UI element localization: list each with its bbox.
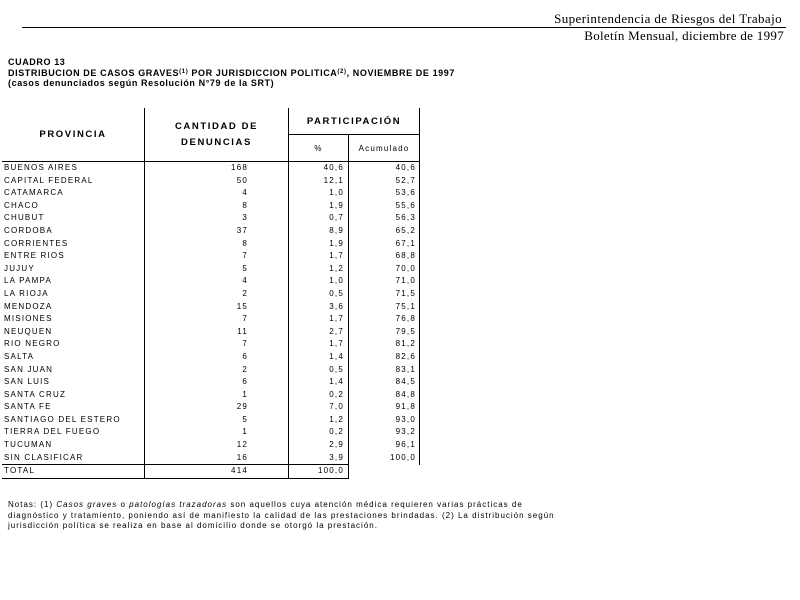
- cell-acumulado: 52,7: [349, 175, 420, 188]
- cell-provincia: CORDOBA: [2, 225, 145, 238]
- cell-acumulado: 83,1: [349, 364, 420, 377]
- cell-pct: 1,9: [289, 200, 349, 213]
- total-label: TOTAL: [2, 465, 145, 479]
- cell-acumulado: 67,1: [349, 238, 420, 251]
- cell-provincia: JUJUY: [2, 263, 145, 276]
- cell-cantidad: 29: [145, 401, 289, 414]
- cell-provincia: SANTA CRUZ: [2, 389, 145, 402]
- cell-pct: 1,0: [289, 187, 349, 200]
- table-body: [2, 162, 420, 479]
- table-row: [2, 452, 420, 465]
- cell-cantidad: 6: [145, 351, 289, 364]
- cell-acumulado: 55,6: [349, 200, 420, 213]
- total-cantidad: 414: [145, 465, 289, 479]
- cell-provincia: NEUQUEN: [2, 326, 145, 339]
- table-row: [2, 212, 420, 225]
- cell-cantidad: 50: [145, 175, 289, 188]
- table-row: [2, 338, 420, 351]
- cell-cantidad: 2: [145, 364, 289, 377]
- cell-provincia: SAN JUAN: [2, 364, 145, 377]
- cell-cantidad: 11: [145, 326, 289, 339]
- cell-cantidad: 1: [145, 389, 289, 402]
- table-row: [2, 326, 420, 339]
- cell-provincia: CHACO: [2, 200, 145, 213]
- cell-provincia: SAN LUIS: [2, 376, 145, 389]
- table-row: [2, 162, 420, 175]
- cell-acumulado: 81,2: [349, 338, 420, 351]
- cell-acumulado: 100,0: [349, 452, 420, 465]
- header-acumulado: Acumulado: [349, 135, 420, 162]
- cell-pct: 1,4: [289, 351, 349, 364]
- caption-title: DISTRIBUCION DE CASOS GRAVES$^{(1)}$ POR JURISDICCION POLITICA$^{(2)}$, NOVIEMBRE DE 1997: [8, 68, 455, 78]
- cell-pct: 3,9: [289, 452, 349, 465]
- cell-provincia: CATAMARCA: [2, 187, 145, 200]
- cell-provincia: MISIONES: [2, 313, 145, 326]
- cell-acumulado: 70,0: [349, 263, 420, 276]
- cell-acumulado: 91,8: [349, 401, 420, 414]
- table-row: [2, 439, 420, 452]
- table-row: [2, 376, 420, 389]
- cell-cantidad: 15: [145, 301, 289, 314]
- cell-provincia: TIERRA DEL FUEGO: [2, 426, 145, 439]
- table-row: [2, 288, 420, 301]
- cell-acumulado: 93,0: [349, 414, 420, 427]
- header-title: Superintendencia de Riesgos del Trabajo: [554, 11, 782, 26]
- header-pct: %: [289, 135, 349, 162]
- cell-provincia: SANTIAGO DEL ESTERO: [2, 414, 145, 427]
- cell-cantidad: 7: [145, 313, 289, 326]
- cell-cantidad: 8: [145, 200, 289, 213]
- cell-cantidad: 168: [145, 162, 289, 175]
- cell-pct: 1,2: [289, 414, 349, 427]
- cell-cantidad: 3: [145, 212, 289, 225]
- cell-provincia: CORRIENTES: [2, 238, 145, 251]
- table-row: [2, 275, 420, 288]
- cell-acumulado: 75,1: [349, 301, 420, 314]
- cell-pct: 7,0: [289, 401, 349, 414]
- cell-acumulado: 71,5: [349, 288, 420, 301]
- table-row: [2, 389, 420, 402]
- cell-pct: 40,6: [289, 162, 349, 175]
- cell-pct: 0,2: [289, 426, 349, 439]
- table-row: [2, 263, 420, 276]
- table-row: [2, 238, 420, 251]
- table-row: [2, 313, 420, 326]
- cell-cantidad: 5: [145, 414, 289, 427]
- cell-cantidad: 7: [145, 338, 289, 351]
- cell-provincia: SALTA: [2, 351, 145, 364]
- caption-subtitle: (casos denunciados según Resolución N°79 de la SRT): [8, 78, 275, 88]
- cell-cantidad: 2: [145, 288, 289, 301]
- cell-cantidad: 1: [145, 426, 289, 439]
- total-acumulado: [349, 465, 420, 479]
- cell-pct: 3,6: [289, 301, 349, 314]
- cell-pct: 2,7: [289, 326, 349, 339]
- cell-cantidad: 8: [145, 238, 289, 251]
- cell-cantidad: 16: [145, 452, 289, 465]
- cell-pct: 12,1: [289, 175, 349, 188]
- cell-provincia: MENDOZA: [2, 301, 145, 314]
- cell-provincia: SANTA FE: [2, 401, 145, 414]
- table-row: [2, 200, 420, 213]
- cell-pct: 1,7: [289, 313, 349, 326]
- cell-provincia: CHUBUT: [2, 212, 145, 225]
- cell-provincia: SIN CLASIFICAR: [2, 452, 145, 465]
- cell-pct: 1,4: [289, 376, 349, 389]
- cell-provincia: CAPITAL FEDERAL: [2, 175, 145, 188]
- cell-cantidad: 37: [145, 225, 289, 238]
- cell-provincia: LA PAMPA: [2, 275, 145, 288]
- cell-provincia: TUCUMAN: [2, 439, 145, 452]
- cell-pct: 0,7: [289, 212, 349, 225]
- cell-pct: 1,2: [289, 263, 349, 276]
- cell-acumulado: 93,2: [349, 426, 420, 439]
- cell-acumulado: 84,5: [349, 376, 420, 389]
- cell-provincia: LA RIOJA: [2, 288, 145, 301]
- cell-acumulado: 84,8: [349, 389, 420, 402]
- cell-cantidad: 12: [145, 439, 289, 452]
- cell-cantidad: 6: [145, 376, 289, 389]
- cell-provincia: ENTRE RIOS: [2, 250, 145, 263]
- header-provincia: PROVINCIA: [2, 108, 145, 162]
- cell-acumulado: 56,3: [349, 212, 420, 225]
- cell-cantidad: 5: [145, 263, 289, 276]
- cell-acumulado: 71,0: [349, 275, 420, 288]
- cell-acumulado: 53,6: [349, 187, 420, 200]
- header-cantidad: CANTIDAD DE DENUNCIAS: [145, 108, 289, 162]
- table-row: [2, 401, 420, 414]
- cell-acumulado: 96,1: [349, 439, 420, 452]
- cell-pct: 1,7: [289, 250, 349, 263]
- cell-acumulado: 79,5: [349, 326, 420, 339]
- data-table: [2, 108, 420, 479]
- cell-pct: 0,2: [289, 389, 349, 402]
- cell-pct: 0,5: [289, 364, 349, 377]
- caption-number: CUADRO 13: [8, 57, 66, 67]
- cell-acumulado: 82,6: [349, 351, 420, 364]
- cell-provincia: RIO NEGRO: [2, 338, 145, 351]
- table-row: [2, 175, 420, 188]
- header-participacion: PARTICIPACIÓN: [289, 108, 420, 135]
- cell-pct: 0,5: [289, 288, 349, 301]
- table-row: [2, 364, 420, 377]
- cell-cantidad: 4: [145, 275, 289, 288]
- cell-provincia: BUENOS AIRES: [2, 162, 145, 175]
- cell-pct: 2,9: [289, 439, 349, 452]
- table-row: [2, 414, 420, 427]
- table-row: [2, 250, 420, 263]
- total-pct: 100,0: [289, 465, 349, 479]
- cell-cantidad: 7: [145, 250, 289, 263]
- cell-pct: 1,9: [289, 238, 349, 251]
- cell-pct: 1,0: [289, 275, 349, 288]
- table-row: [2, 426, 420, 439]
- header-subtitle: Boletín Mensual, diciembre de 1997: [584, 28, 784, 43]
- table-row: [2, 187, 420, 200]
- cell-acumulado: 76,8: [349, 313, 420, 326]
- table-row: [2, 301, 420, 314]
- cell-pct: 8,9: [289, 225, 349, 238]
- footnotes: Notas: (1) Casos graves o patologías trazadoras son aquellos cuya atención médica requieren varias prácticas de diagnóstico y tratamiento, poniendo así de manifiesto la calidad de las prestaciones brindadas. (2) La distribución según jurisdicción política se realiza en base al domicilio donde se otorgó la prestación.: [8, 500, 555, 530]
- cell-cantidad: 4: [145, 187, 289, 200]
- cell-acumulado: 40,6: [349, 162, 420, 175]
- cell-pct: 1,7: [289, 338, 349, 351]
- table-row: [2, 225, 420, 238]
- cell-acumulado: 65,2: [349, 225, 420, 238]
- cell-acumulado: 68,8: [349, 250, 420, 263]
- table-row: [2, 351, 420, 364]
- total-row: [2, 465, 420, 479]
